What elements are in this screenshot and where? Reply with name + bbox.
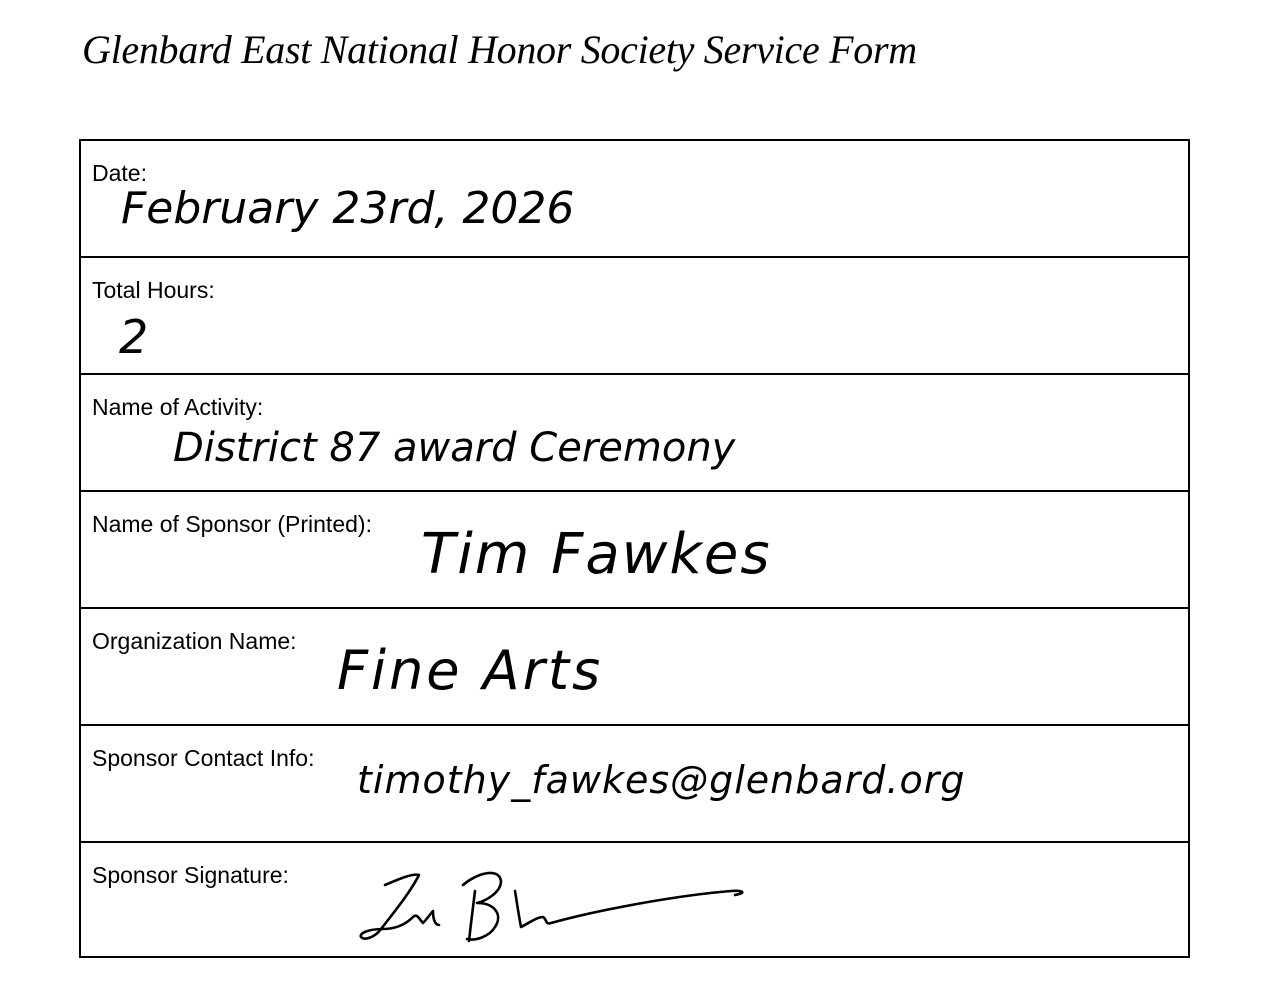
sponsor-name-value: Tim Fawkes [421, 522, 772, 587]
sponsor-name-label: Name of Sponsor (Printed): [92, 511, 372, 537]
service-form-table [79, 139, 1190, 958]
sponsor-signature [351, 845, 791, 953]
date-value: February 23rd, 2026 [121, 183, 575, 234]
total-hours-value: 2 [119, 310, 149, 364]
activity-row [81, 375, 1188, 492]
contact-info-row [81, 726, 1188, 843]
form-title: Glenbard East National Honor Society Service Form [82, 27, 917, 72]
signature-row [81, 843, 1188, 956]
organization-value: Fine Arts [337, 639, 604, 702]
total-hours-row [81, 258, 1188, 375]
contact-info-value: timothy_fawkes@glenbard.org [357, 758, 966, 802]
sponsor-name-row [81, 492, 1188, 609]
signature-label: Sponsor Signature: [92, 862, 289, 888]
total-hours-label: Total Hours: [92, 277, 215, 303]
organization-row [81, 609, 1188, 726]
date-row [81, 141, 1188, 258]
activity-label: Name of Activity: [92, 394, 264, 420]
date-label: Date: [92, 160, 147, 186]
contact-info-label: Sponsor Contact Info: [92, 745, 315, 771]
activity-value: District 87 award Ceremony [173, 425, 736, 471]
organization-label: Organization Name: [92, 628, 297, 654]
